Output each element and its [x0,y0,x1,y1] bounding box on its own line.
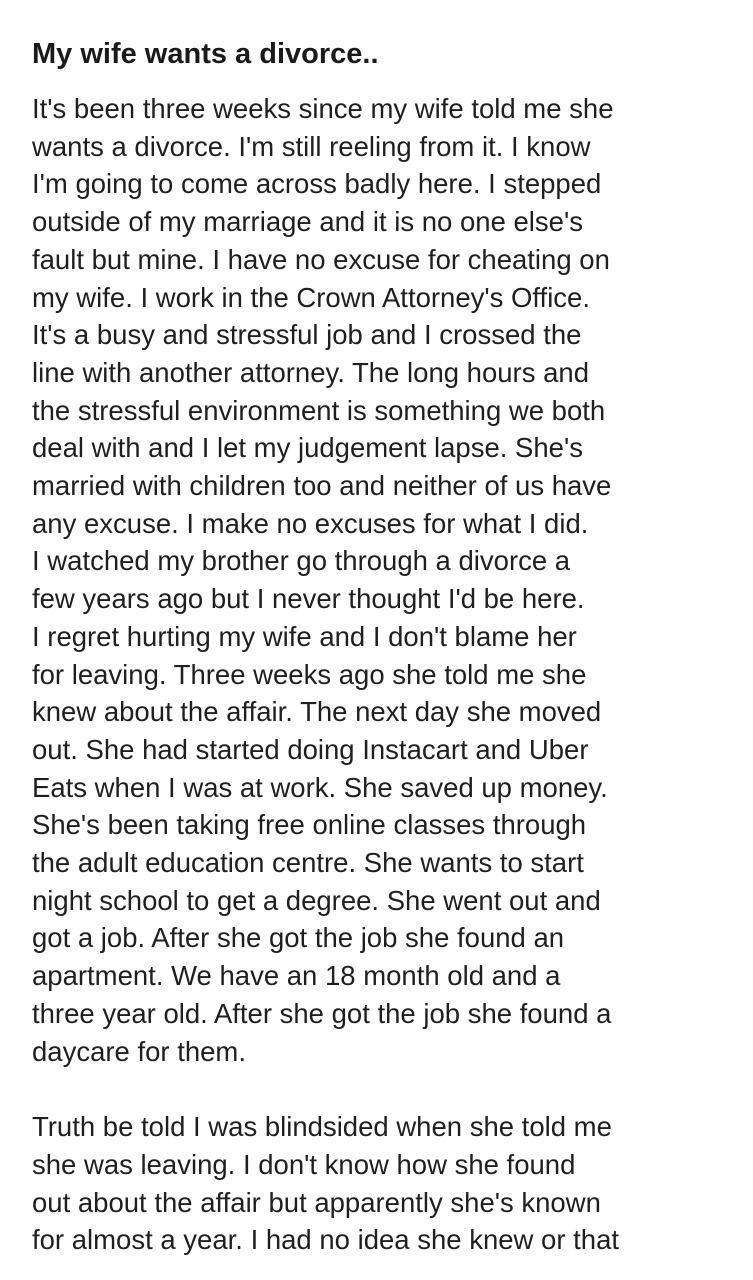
paragraph-line: she was leaving. I don't know how she found [32,1148,576,1180]
paragraph-line: out about the affair but apparently she's known [32,1186,601,1218]
paragraph-line: out. She had started doing Instacart and Uber [32,733,589,765]
paragraph-line: night school to get a degree. She went out and [32,884,601,916]
paragraph-line: daycare for them. [32,1035,246,1067]
post-paragraph [32,90,722,1070]
paragraph-line: for leaving. Three weeks ago she told me she [32,658,587,690]
paragraph-line: the adult education centre. She wants to start [32,847,584,879]
paragraph-line: for almost a year. I had no idea she knew or that [32,1224,620,1256]
paragraph-line: got a job. After she got the job she found an [32,922,565,954]
paragraph-line: It's been three weeks since my wife told me she [32,93,614,124]
post-paragraph [32,1108,722,1259]
paragraph-line: She's been taking free online classes through [32,809,587,841]
post [32,34,722,1259]
post-title: My wife wants a divorce.. [32,38,379,70]
paragraph-line: outside of my marriage and it is no one else's [32,206,583,238]
paragraph-line: Eats when I was at work. She saved up money. [32,771,608,803]
paragraph-line: any excuse. I make no excuses for what I did. [32,507,589,539]
paragraph-line: It's a busy and stressful job and I crossed the [32,319,582,351]
paragraph-line: Truth be told I was blindsided when she told me [32,1111,612,1143]
paragraph-line: I regret hurting my wife and I don't blame her [32,620,577,652]
paragraph-line: wants a divorce. I'm still reeling from it. I know [32,130,591,162]
paragraph-line: married with children too and neither of us have [32,470,612,502]
paragraph-line: few years ago but I never thought I'd be here. [32,583,585,615]
paragraph-line: my wife. I work in the Crown Attorney's Office. [32,281,590,313]
paragraph-line: knew about the affair. The next day she moved [32,696,602,728]
paragraph-line: I watched my brother go through a divorce a [32,545,571,577]
paragraph-line: line with another attorney. The long hours and [32,356,589,388]
paragraph-line: deal with and I let my judgement lapse. She's [32,432,583,464]
post-body [32,90,722,1259]
paragraph-line: three year old. After she got the job she found a [32,997,612,1029]
paragraph-line: I'm going to come across badly here. I stepped [32,168,602,200]
paragraph-line: apartment. We have an 18 month old and a [32,960,561,992]
paragraph-line: fault but mine. I have no excuse for cheating on [32,243,610,275]
paragraph-line: the stressful environment is something we both [32,394,606,426]
